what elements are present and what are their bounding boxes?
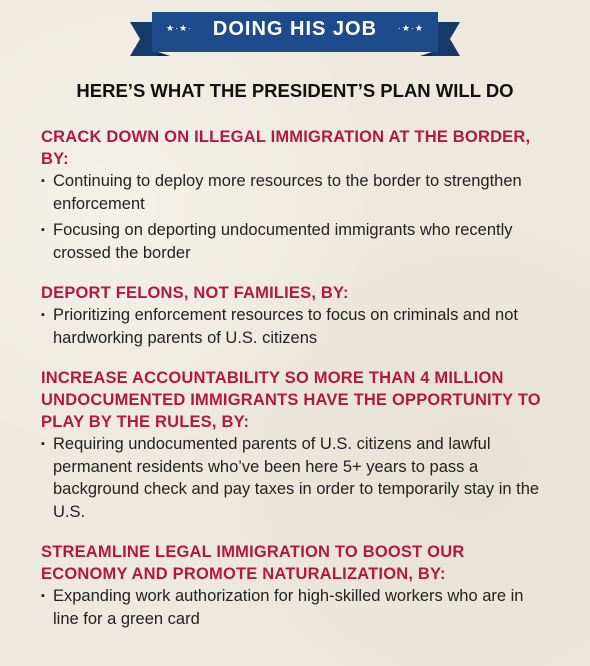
bullet-list	[41, 585, 551, 630]
plan-content	[41, 126, 551, 634]
title-banner	[130, 8, 460, 60]
banner-stars-right: ·★·★	[397, 23, 424, 33]
section-border	[41, 126, 551, 264]
page-subtitle: HERE’S WHAT THE PRESIDENT’S PLAN WILL DO	[76, 80, 514, 101]
list-item: ▪ Requiring undocumented parents of U.S. citizens and lawful permanent residents who’ve been here 5+ years to pass a background check and pay taxes in order to temporarily stay in the U.S.	[41, 433, 551, 523]
section-heading: CRACK DOWN ON ILLEGAL IMMIGRATION AT THE BORDER, BY:	[41, 128, 531, 168]
section-heading: STREAMLINE LEGAL IMMIGRATION TO BOOST OUR ECONOMY AND PROMOTE NATURALIZATION, BY:	[41, 543, 465, 583]
bullet-list	[41, 433, 551, 523]
section-accountability	[41, 367, 551, 523]
section-heading: DEPORT FELONS, NOT FAMILIES, BY:	[41, 284, 349, 302]
list-item: ▪ Focusing on deporting undocumented immigrants who recently crossed the border	[41, 219, 551, 264]
section-legal-immigration	[41, 541, 551, 630]
list-item: ▪ Continuing to deploy more resources to the border to strengthen enforcement	[41, 170, 551, 215]
list-item: ▪ Expanding work authorization for high-skilled workers who are in line for a green card	[41, 585, 551, 630]
banner-stars-left: ★·★·	[166, 23, 193, 33]
section-heading: INCREASE ACCOUNTABILITY SO MORE THAN 4 MILLION UNDOCUMENTED IMMIGRANTS HAVE THE OPPORTUNITY TO PLAY BY THE RULES, BY:	[41, 369, 541, 431]
bullet-list	[41, 304, 551, 349]
section-felons	[41, 282, 551, 349]
list-item: ▪ Prioritizing enforcement resources to focus on criminals and not hardworking parents of U.S. citizens	[41, 304, 551, 349]
bullet-list	[41, 170, 551, 264]
banner-title: DOING HIS JOB	[212, 18, 378, 40]
